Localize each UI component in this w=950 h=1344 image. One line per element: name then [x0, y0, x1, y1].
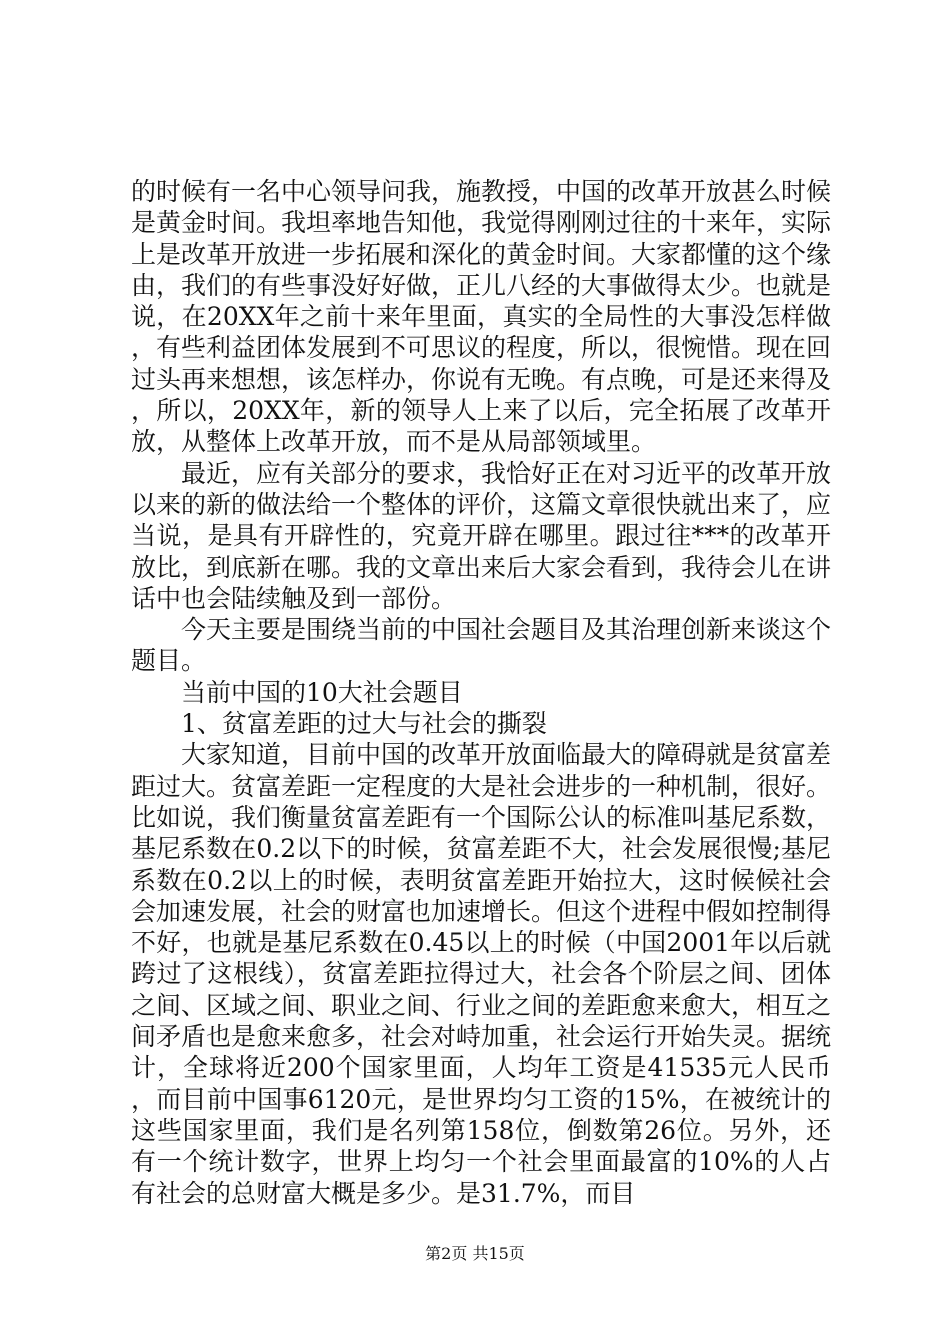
paragraph-6: 大家知道，目前中国的改革开放面临最大的障碍就是贫富差距过大。贫富差距一定程度的大是社会进步的一种机制，很好。比如说，我们衡量贫富差距有一个国际公认的标准叫基尼系数，基尼系数在0.2以下的时候，贫富差距不大，社会发展很慢;基尼系数在0.2以上的时候，表明贫富差距开始拉大，这时候候社会会加速发展，社会的财富也加速增长。但这个进程中假如控制得不好，也就是基尼系数在0.45以上的时候（中国2001年以后就跨过了这根线），贫富差距拉得过大，社会各个阶层之间、团体之间、区域之间、职业之间、行业之间的差距愈来愈大，相互之间矛盾也是愈来愈多，社会对峙加重，社会运行开始失灵。据统计，全球将近200个国家里面，人均年工资是41535元人民币，而目前中国事6120元，是世界均匀工资的15%，在被统计的这些国家里面，我们是名列第158位，倒数第26位。另外，还有一个统计数字，世界上均匀一个社会里面最富的10%的人占有社会的总财富大概是多少。是31.7%，而目: [131, 740, 832, 1208]
paragraph-1: 的时候有一名中心领导问我，施教授，中国的改革开放甚么时候是黄金时间。我坦率地告知他，我觉得刚刚过往的十来年，实际上是改革开放进一步拓展和深化的黄金时间。大家都懂的这个缘由，我们的有些事没好好做，正儿八经的大事做得太少。也就是说，在20XX年之前十来年里面，真实的全局性的大事没怎样做，有些利益团体发展到不可思议的程度，所以，很惋惜。现在回过头再来想想，该怎样办，你说有无晚。有点晚，可是还来得及，所以，20XX年，新的领导人上来了以后，完全拓展了改革开放，从整体上改革开放，而不是从局部领域里。: [131, 177, 832, 457]
document-body: [131, 176, 831, 1209]
subsection-heading: 1、贫富差距的过大与社会的撕裂: [181, 709, 547, 739]
section-heading: 当前中国的10大社会题目: [181, 677, 463, 707]
paragraph-2: 最近，应有关部分的要求，我恰好正在对习近平的改革开放以来的新的做法给一个整体的评价，这篇文章很快就出来了，应当说，是具有开辟性的，究竟开辟在哪里。跟过往***的改革开放比，到底新在哪。我的文章出来后大家会看到，我待会儿在讲话中也会陆续触及到一部份。: [131, 458, 832, 613]
page-number-footer: 第2页 共15页: [425, 1244, 525, 1263]
paragraph-3: 今天主要是围绕当前的中国社会题目及其治理创新来谈这个题目。: [131, 615, 832, 676]
